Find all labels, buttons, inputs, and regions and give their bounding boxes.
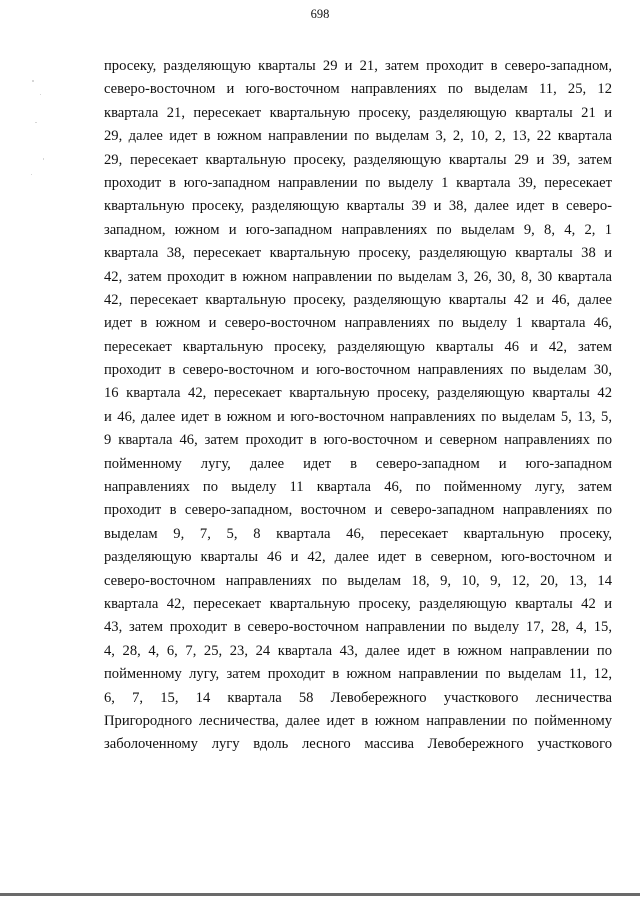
text-line: идет в южном и северо-восточном направлениях по выделу 1 квартала 46, [104,315,612,332]
text-line: пойменному лугу, далее идет в северо-западном и юго-западном [104,455,612,472]
text-line: пересекает квартальную просеку, разделяющую кварталы 46 и 42, затем [104,338,612,355]
text-line: просеку, разделяющую кварталы 29 и 21, затем проходит в северо-западном, [104,58,612,74]
text-line: 9 квартала 46, затем проходит в юго-восточном и северном направлениях по [104,432,612,449]
text-line: выделам 9, 7, 5, 8 квартала 46, пересекает квартальную просеку, [104,525,612,542]
text-line: направлениях по выделу 11 квартала 46, по пойменному лугу, затем [104,479,612,496]
text-line: разделяющую кварталы 46 и 42, далее идет в северном, юго-восточном и [104,549,612,566]
text-line: проходит в юго-западном направлении по выделу 1 квартала 39, пересекает [104,174,612,191]
text-line: 29, далее идет в южном направлении по выделам 3, 2, 10, 2, 13, 22 квартала [104,128,612,145]
text-line: 42, пересекает квартальную просеку, разделяющую кварталы 42 и 46, далее [104,291,612,308]
text-line: северо-восточном направлениях по выделам 18, 9, 10, 9, 12, 20, 13, 14 [104,572,612,589]
text-line: 29, пересекает квартальную просеку, разделяющую кварталы 29 и 39, затем [104,151,612,168]
text-line: 42, затем проходит в южном направлении по выделам 3, 26, 30, 8, 30 квартала [104,268,612,285]
bottom-rule [0,893,640,896]
text-line: 6, 7, 15, 14 квартала 58 Левобережного участкового лесничества [104,689,612,706]
body-text [104,55,612,757]
text-line: проходит в северо-восточном и юго-восточном направлениях по выделам 30, [104,362,612,379]
text-line: 16 квартала 42, пересекает квартальную просеку, разделяющую кварталы 42 [104,385,612,402]
text-line: проходит в северо-западном, восточном и северо-западном направлениях по [104,502,612,519]
text-line: квартала 42, пересекает квартальную просеку, разделяющую кварталы 42 и [104,595,612,612]
text-line: квартальную просеку, разделяющую кварталы 39 и 38, далее идет в северо- [104,198,612,215]
text-line: и 46, далее идет в южном и юго-восточном направлениях по выделам 5, 13, 5, [104,408,612,425]
text-line: западном, южном и юго-западном направлениях по выделам 9, 8, 4, 2, 1 [104,221,612,238]
text-line: Пригородного лесничества, далее идет в южном направлении по пойменному [104,712,612,729]
text-line: квартала 21, пересекает квартальную просеку, разделяющую кварталы 21 и [104,104,612,121]
text-line: 43, затем проходит в северо-восточном направлении по выделу 17, 28, 4, 15, [104,619,612,636]
text-line: 4, 28, 4, 6, 7, 25, 23, 24 квартала 43, далее идет в южном направлении по [104,642,612,659]
page-number: 698 [310,7,330,21]
text-line: пойменному лугу, затем проходит в южном направлении по выделам 11, 12, [104,666,612,683]
text-line: квартала 38, пересекает квартальную просеку, разделяющую кварталы 38 и [104,245,612,262]
text-line: заболоченному лугу вдоль лесного массива Левобережного участкового [104,736,612,753]
scan-artifact [28,70,50,190]
text-line: северо-восточном и юго-восточном направлениях по выделам 11, 25, 12 [104,81,612,98]
